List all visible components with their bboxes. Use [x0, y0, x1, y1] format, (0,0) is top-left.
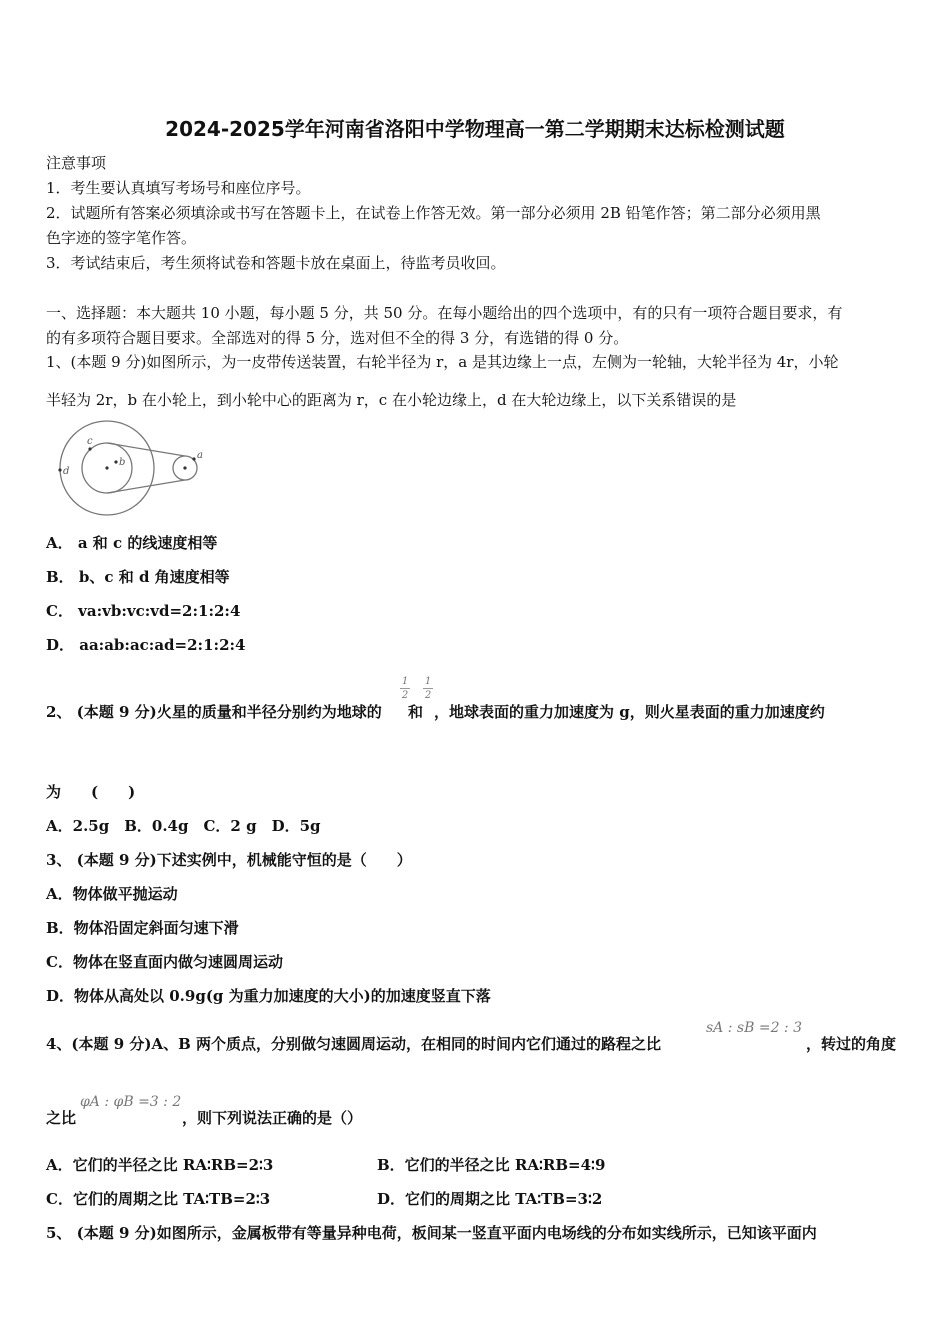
notice-item-2: 2．试题所有答案必须填涂或书写在答题卡上，在试卷上作答无效。第一部分必须用 2B 铅笔作答；第二部分必须用黑 [46, 204, 821, 222]
q1-option-d: D． aa:ab:ac:ad=2:1:2:4 [46, 636, 246, 654]
point-d-dot [58, 468, 61, 471]
q2-stem-line2: 为 ( ) [46, 783, 136, 801]
q4-option-d: D．它们的周期之比 TA∶TB=3∶2 [377, 1190, 603, 1208]
label-d: d [63, 466, 70, 477]
q2-frac1-den: 2 [401, 690, 409, 701]
q2-stem-b: ，地球表面的重力加速度为 g，则火星表面的重力加速度约 [434, 703, 825, 721]
notice-item-2-cont: 色字迹的签字笔作答。 [46, 229, 197, 247]
q2-fraction-2 [423, 676, 433, 701]
q4-option-a: A．它们的半径之比 RA∶RB=2∶3 [46, 1156, 274, 1174]
q1-option-b: B． b、c 和 d 角速度相等 [46, 568, 230, 586]
point-b-dot [114, 460, 117, 463]
point-c-dot [88, 447, 91, 450]
q3-option-d: D．物体从高处以 0.9g(g 为重力加速度的大小)的加速度竖直下落 [46, 987, 491, 1005]
q2-stem-a: 2、 (本题 9 分)火星的质量和半径分别约为地球的 [46, 703, 382, 721]
section-heading-line1: 一、选择题：本大题共 10 小题，每小题 5 分，共 50 分。在每小题给出的四个选项中，有的只有一项符合题目要求，有 [46, 304, 843, 322]
section-heading-line2: 的有多项符合题目要求。全部选对的得 5 分，选对但不全的得 3 分，有选错的得 0 分。 [46, 329, 629, 347]
q1-stem-line1: 1、(本题 9 分)如图所示，为一皮带传送装置，右轮半径为 r，a 是其边缘上一点，左侧为一轮轴，大轮半径为 4r，小轮 [46, 353, 839, 371]
q4-option-c: C．它们的周期之比 TA∶TB=2∶3 [46, 1190, 271, 1208]
q5-stem-line1: 5、 (本题 9 分)如图所示，金属板带有等量异种电荷，板间某一竖直平面内电场线的分布如实线所示，已知该平面内 [46, 1224, 817, 1242]
q1-option-a: A． a 和 c 的线速度相等 [46, 534, 218, 552]
q3-stem: 3、 (本题 9 分)下述实例中，机械能守恒的是（ ） [46, 851, 412, 869]
q1-option-c: C． va:vb:vc:vd=2:1:2:4 [46, 602, 241, 620]
q2-options: A．2.5g B．0.4g C．2 g D．5g [46, 817, 321, 835]
q4-stem-line2-end: ，则下列说法正确的是（） [182, 1109, 363, 1127]
q3-option-a: A．物体做平抛运动 [46, 885, 178, 903]
q2-frac2-num: 1 [424, 676, 432, 687]
notice-item-3: 3．考试结束后，考生须将试卷和答题卡放在桌面上，待监考员收回。 [46, 254, 506, 272]
point-a-dot [192, 457, 195, 460]
q3-option-c: C．物体在竖直面内做匀速圆周运动 [46, 953, 283, 971]
belt-bottom [107, 480, 185, 493]
q1-stem-line2: 半轻为 2r，b 在小轮上，到小轮中心的距离为 r，c 在小轮边缘上，d 在大轮边缘上，以下关系错误的是 [46, 391, 737, 409]
q2-and: 和 [408, 703, 424, 721]
center-dot [105, 466, 108, 469]
belt-top [107, 443, 185, 456]
label-c: c [87, 436, 93, 447]
q4-stem-line2-start: 之比 [46, 1109, 77, 1127]
q3-option-b: B．物体沿固定斜面匀速下滑 [46, 919, 239, 937]
page-title: 2024-2025学年河南省洛阳中学物理高一第二学期期末达标检测试题 [165, 117, 785, 141]
q4-option-b: B．它们的半径之比 RA∶RB=4∶9 [377, 1156, 606, 1174]
label-a: a [197, 450, 203, 461]
q4-stem-line1-end: ，转过的角度 [806, 1035, 897, 1053]
q2-frac2-den: 2 [424, 690, 432, 701]
label-b: b [119, 457, 126, 468]
belt-pulley-figure [52, 418, 212, 520]
notice-heading: 注意事项 [46, 154, 107, 172]
notice-item-1: 1．考生要认真填写考场号和座位序号。 [46, 179, 311, 197]
q2-fraction-1 [400, 676, 410, 701]
q4-stem-line1: 4、(本题 9 分)A、B 两个质点，分别做匀速圆周运动，在相同的时间内它们通过的路程之比 [46, 1035, 662, 1053]
q4-path-ratio: sA : sB =2 : 3 [706, 1020, 802, 1036]
right-center-dot [183, 466, 186, 469]
q2-frac1-num: 1 [401, 676, 409, 687]
q4-angle-ratio: φA : φB =3 : 2 [80, 1094, 182, 1110]
